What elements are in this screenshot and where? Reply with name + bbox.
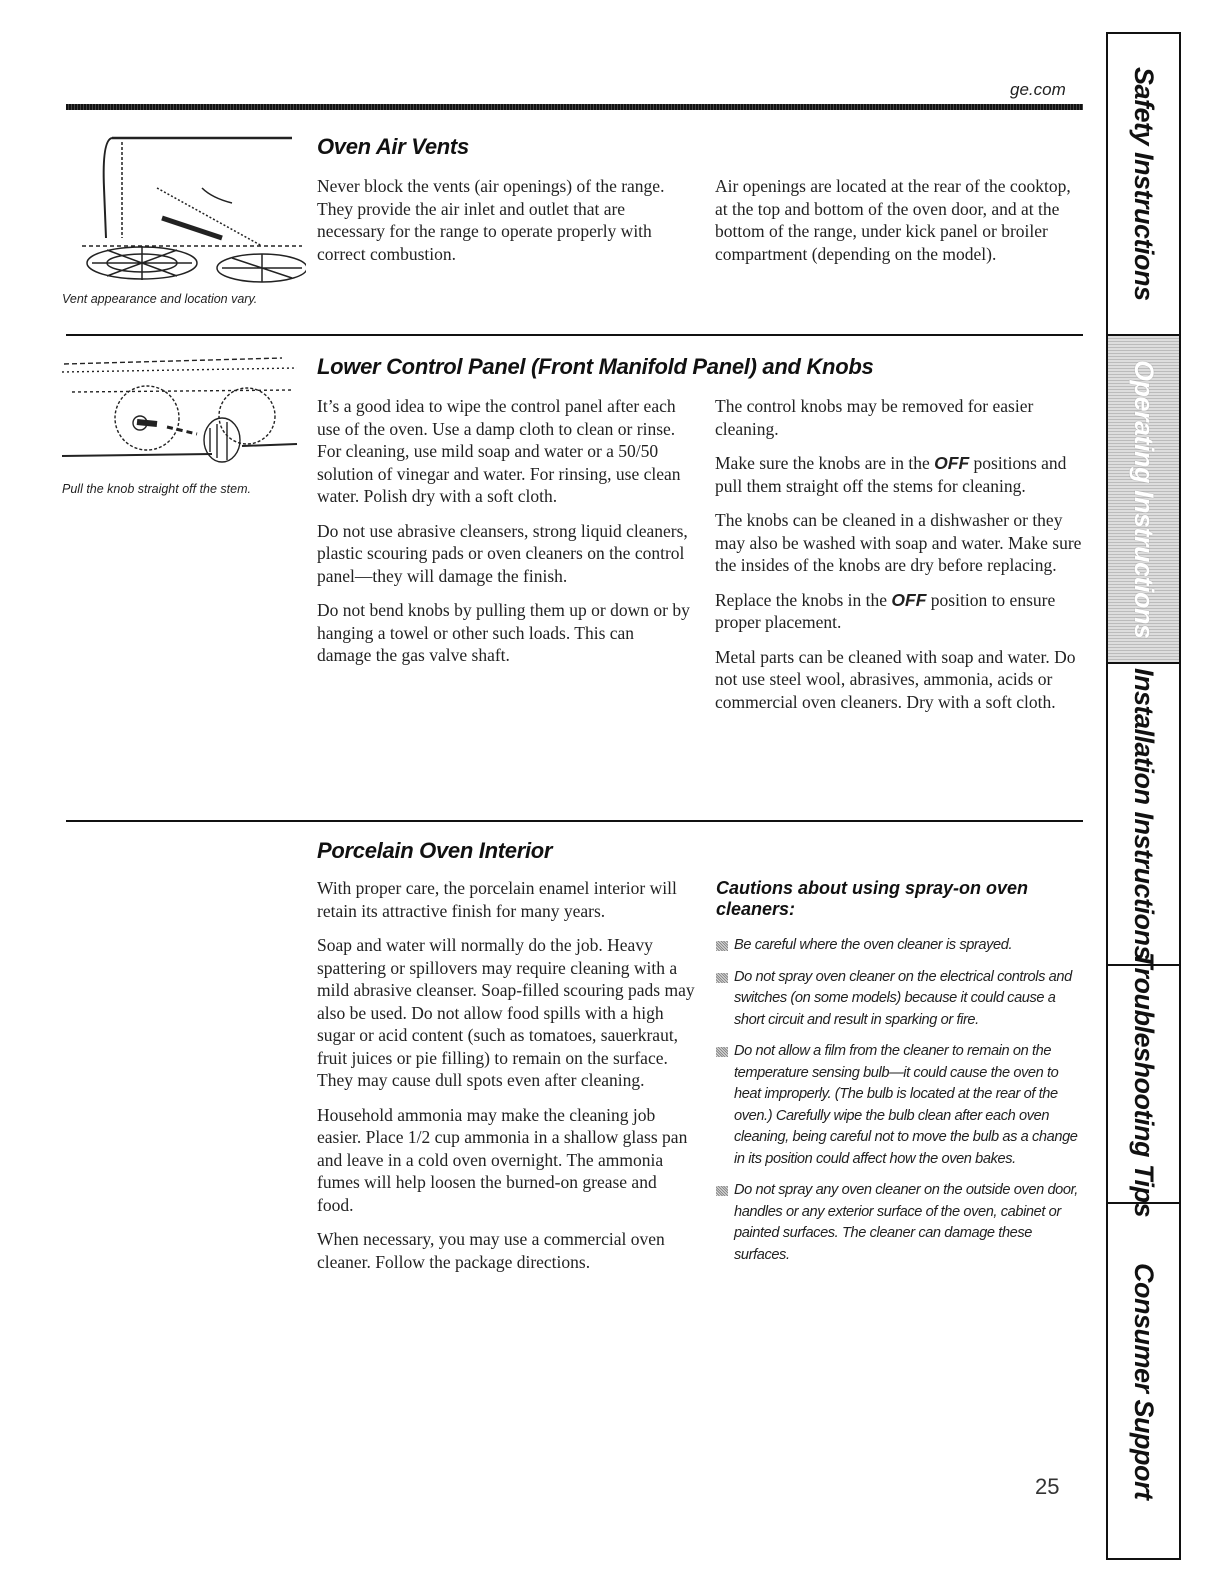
tab-label: Consumer Support (1129, 1262, 1159, 1500)
vents-col2-p1: Air openings are located at the rear of the cooktop, at the top and bottom of the oven door, and at the bottom of the range, under kick panel or broiler compartment (depending on the model). (715, 176, 1071, 264)
panel-col2 (715, 395, 1090, 725)
porcelain-col1-p3: Household ammonia may make the cleaning job easier. Place 1/2 cup ammonia in a shallow glass pan and leave in a cold oven overnight. The ammonia fumes will help loosen the burned-on grease and food. (317, 1104, 688, 1215)
panel-col2-p3: The knobs can be cleaned in a dishwasher or they may also be washed with soap and water. Make sure the insides of the knobs are dry before replacing. (715, 510, 1082, 575)
bullet-icon (716, 941, 728, 951)
panel-col1-p2: Do not use abrasive cleansers, strong liquid cleaners, plastic scouring pads or oven cleaners on the control panel—they will damage the finish. (317, 520, 688, 586)
caution-text: Do not spray oven cleaner on the electrical controls and switches (on some models) because it could cause a short circuit and result in sparking or fire. (734, 968, 1072, 1028)
bullet-icon (716, 1186, 728, 1196)
cooktop-vent-illustration (62, 128, 306, 288)
panel-col2-p2-a: Make sure the knobs are in the (715, 453, 935, 473)
section-title-control-panel: Lower Control Panel (Front Manifold Panel) and Knobs (317, 354, 874, 379)
cautions-list (716, 935, 1078, 1276)
vents-col2 (715, 175, 1080, 277)
vents-col1-p1: Never block the vents (air openings) of the range. They provide the air inlet and outlet that are necessary for the range to operate properly with correct combustion. (317, 176, 665, 264)
panel-col1-p3: Do not bend knobs by pulling them up or down or by hanging a towel or other such loads. This can damage the gas valve shaft. (317, 600, 690, 665)
vents-col1 (317, 175, 692, 277)
porcelain-col1-p1: With proper care, the porcelain enamel interior will retain its attractive finish for many years. (317, 878, 677, 921)
tab-label: Installation Instructions (1129, 667, 1159, 961)
tab-installation-instructions[interactable] (1108, 664, 1179, 966)
tab-label: Operating Instructions (1129, 359, 1159, 639)
section-title-porcelain: Porcelain Oven Interior (317, 838, 553, 863)
porcelain-col1 (317, 877, 695, 1285)
section-tabs-sidebar (1106, 32, 1181, 1560)
tab-consumer-support[interactable] (1108, 1204, 1179, 1558)
knob-removal-illustration (62, 352, 302, 476)
tab-safety-instructions[interactable] (1108, 34, 1179, 336)
off-keyword: OFF (934, 453, 970, 473)
bullet-icon (716, 1047, 728, 1057)
caution-text: Do not allow a film from the cleaner to remain on the temperature sensing bulb—it could cause the oven to heat improperly. (The bulb is located at the rear of the oven.) Carefully wipe the bulb clean after each oven cleaning, being careful not to move the bulb as a change in its position could affect how the oven bakes. (734, 1043, 1078, 1167)
panel-col1-p1: It’s a good idea to wipe the control panel after each use of the oven. Use a damp cloth to clean or rinse. For cleaning, use mild soap and water or a 50/50 solution of vinegar and water. For rinsing, use clean water. Polish dry with a soft cloth. (317, 396, 681, 506)
bullet-icon (716, 973, 728, 983)
tab-label: Troubleshooting Tips (1129, 951, 1159, 1217)
panel-col2-p4-a: Replace the knobs in the (715, 589, 892, 610)
porcelain-col1-p4: When necessary, you may use a commercial oven cleaner. Follow the package directions. (317, 1229, 665, 1272)
caution-item (716, 1180, 1078, 1266)
section-divider (66, 820, 1083, 822)
caution-item (716, 967, 1078, 1032)
panel-col2-p2-b: positions and pull them straight off the stems for cleaning. (715, 453, 1067, 496)
panel-col2-p4 (715, 589, 1090, 634)
panel-col2-p2 (715, 452, 1090, 497)
section-divider (66, 334, 1083, 336)
page-number: 25 (1035, 1474, 1060, 1499)
section-title-oven-air-vents: Oven Air Vents (317, 134, 469, 159)
panel-col2-p1: The control knobs may be removed for easier cleaning. (715, 396, 1034, 439)
panel-col1 (317, 395, 692, 679)
panel-col2-p5: Metal parts can be cleaned with soap and water. Do not use steel wool, abrasives, ammonia, acids or commercial oven cleaners. Dry with a soft cloth. (715, 646, 1076, 712)
caution-item (716, 935, 1078, 957)
tab-operating-instructions[interactable] (1108, 336, 1179, 664)
site-url: ge.com (1010, 80, 1066, 99)
caution-text: Be careful where the oven cleaner is sprayed. (734, 937, 1013, 953)
tab-troubleshooting-tips[interactable] (1108, 951, 1179, 1217)
caution-item (716, 1041, 1078, 1170)
cautions-title: Cautions about using spray-on oven cleaners: (716, 878, 1029, 919)
header-rule (66, 104, 1083, 110)
porcelain-col1-p2: Soap and water will normally do the job. Heavy spattering or spillovers may require cleaning with a mild abrasive cleanser. Soap-filled scouring pads may also be used. Do not allow food spills with a high sugar or acid content (such as tomatoes, sauerkraut, fruit juices or pie filling) to remain on the surface. They may cause dull spots even after cleaning. (317, 935, 695, 1090)
knob-caption: Pull the knob straight off the stem. (62, 482, 251, 496)
off-keyword: OFF (891, 589, 927, 610)
panel-col2-p4-b: position to ensure proper placement. (715, 589, 1056, 632)
vent-caption: Vent appearance and location vary. (62, 292, 258, 306)
tab-label: Safety Instructions (1129, 67, 1159, 301)
caution-text: Do not spray any oven cleaner on the outside oven door, handles or any exterior surface of the oven, cabinet or painted surfaces. The cleaner can damage these surfaces. (734, 1182, 1078, 1263)
